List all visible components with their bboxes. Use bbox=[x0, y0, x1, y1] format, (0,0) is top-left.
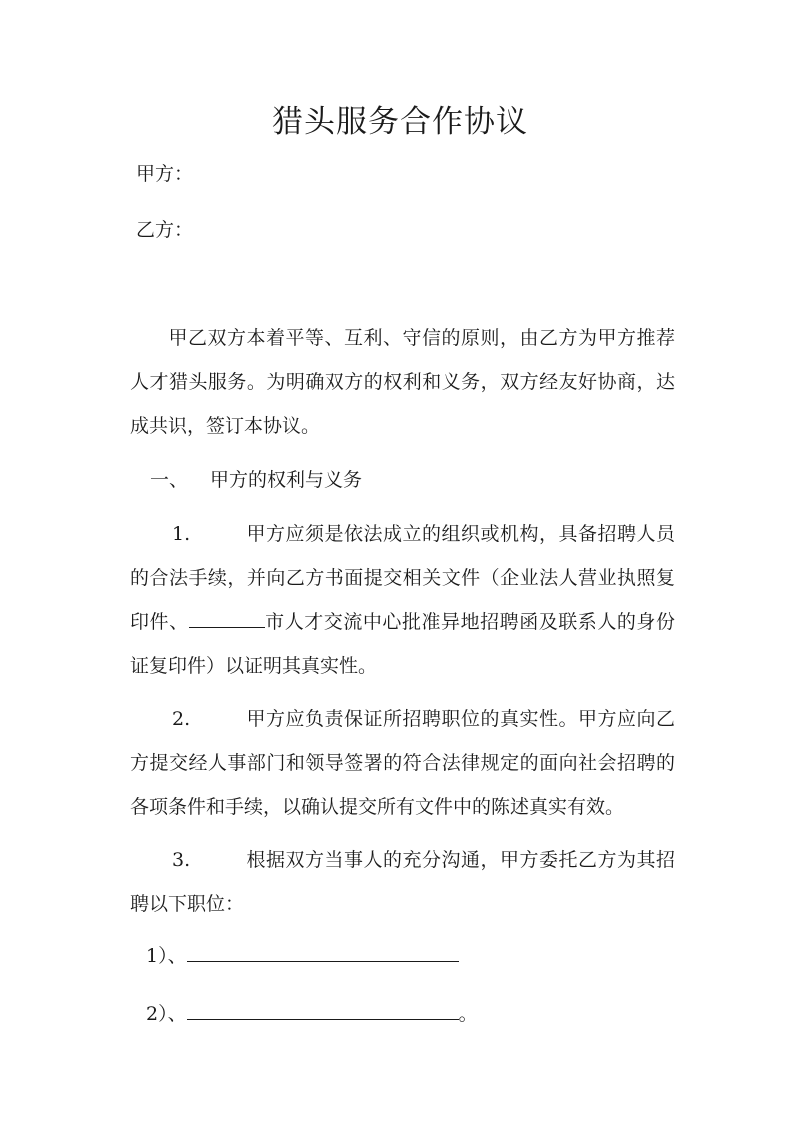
clause-1 bbox=[130, 512, 675, 688]
clause-3 bbox=[130, 838, 675, 926]
party-a-label: 甲方： bbox=[136, 163, 194, 185]
clause-2-text: 甲方应负责保证所招聘职位的真实性。甲方应向乙方提交经人事部门和领导签署的符合法律规定的面向社会招聘的各项条件和手续，以确认提交所有文件中的陈述真实有效。 bbox=[130, 708, 675, 818]
position-2-suffix: 。 bbox=[458, 1003, 478, 1025]
clause-1-num: 1. bbox=[172, 523, 191, 545]
clause-1-part1: 甲方应须是依法成立的组织或机构，具备招聘人员的合法手续，并向乙方书面提交相关文件（企业法人营业执照复印件、 bbox=[130, 523, 675, 633]
intro-paragraph bbox=[130, 316, 675, 448]
position-2-line bbox=[146, 1000, 478, 1026]
section1-heading bbox=[150, 468, 362, 492]
intro-text: 甲乙双方本着平等、互利、守信的原则，由乙方为甲方推荐人才猎头服务。为明确双方的权利和义务，双方经友好协商，达成共识，签订本协议。 bbox=[130, 327, 675, 437]
clause-3-text: 根据双方当事人的充分沟通，甲方委托乙方为其招聘以下职位： bbox=[130, 849, 675, 915]
clause-3-num: 3. bbox=[172, 849, 191, 871]
clause-1-part2: 市人才交流中心批准异地招聘函及联系人的身份证复印件）以证明其真实性。 bbox=[130, 611, 675, 677]
party-b-label: 乙方： bbox=[136, 219, 194, 241]
clause-2 bbox=[130, 697, 675, 829]
section1-heading-text: 甲方的权利与义务 bbox=[210, 469, 363, 491]
position-1-label: 1）、 bbox=[146, 945, 187, 967]
position-2-blank bbox=[187, 1000, 459, 1020]
clause-2-num: 2. bbox=[172, 708, 191, 730]
position-1-line bbox=[146, 942, 459, 968]
document-title: 猎头服务合作协议 bbox=[272, 104, 528, 140]
position-2-label: 2）、 bbox=[146, 1003, 187, 1025]
position-1-blank bbox=[187, 942, 459, 962]
section1-heading-num: 一、 bbox=[150, 469, 189, 491]
city-blank-line bbox=[189, 608, 265, 628]
